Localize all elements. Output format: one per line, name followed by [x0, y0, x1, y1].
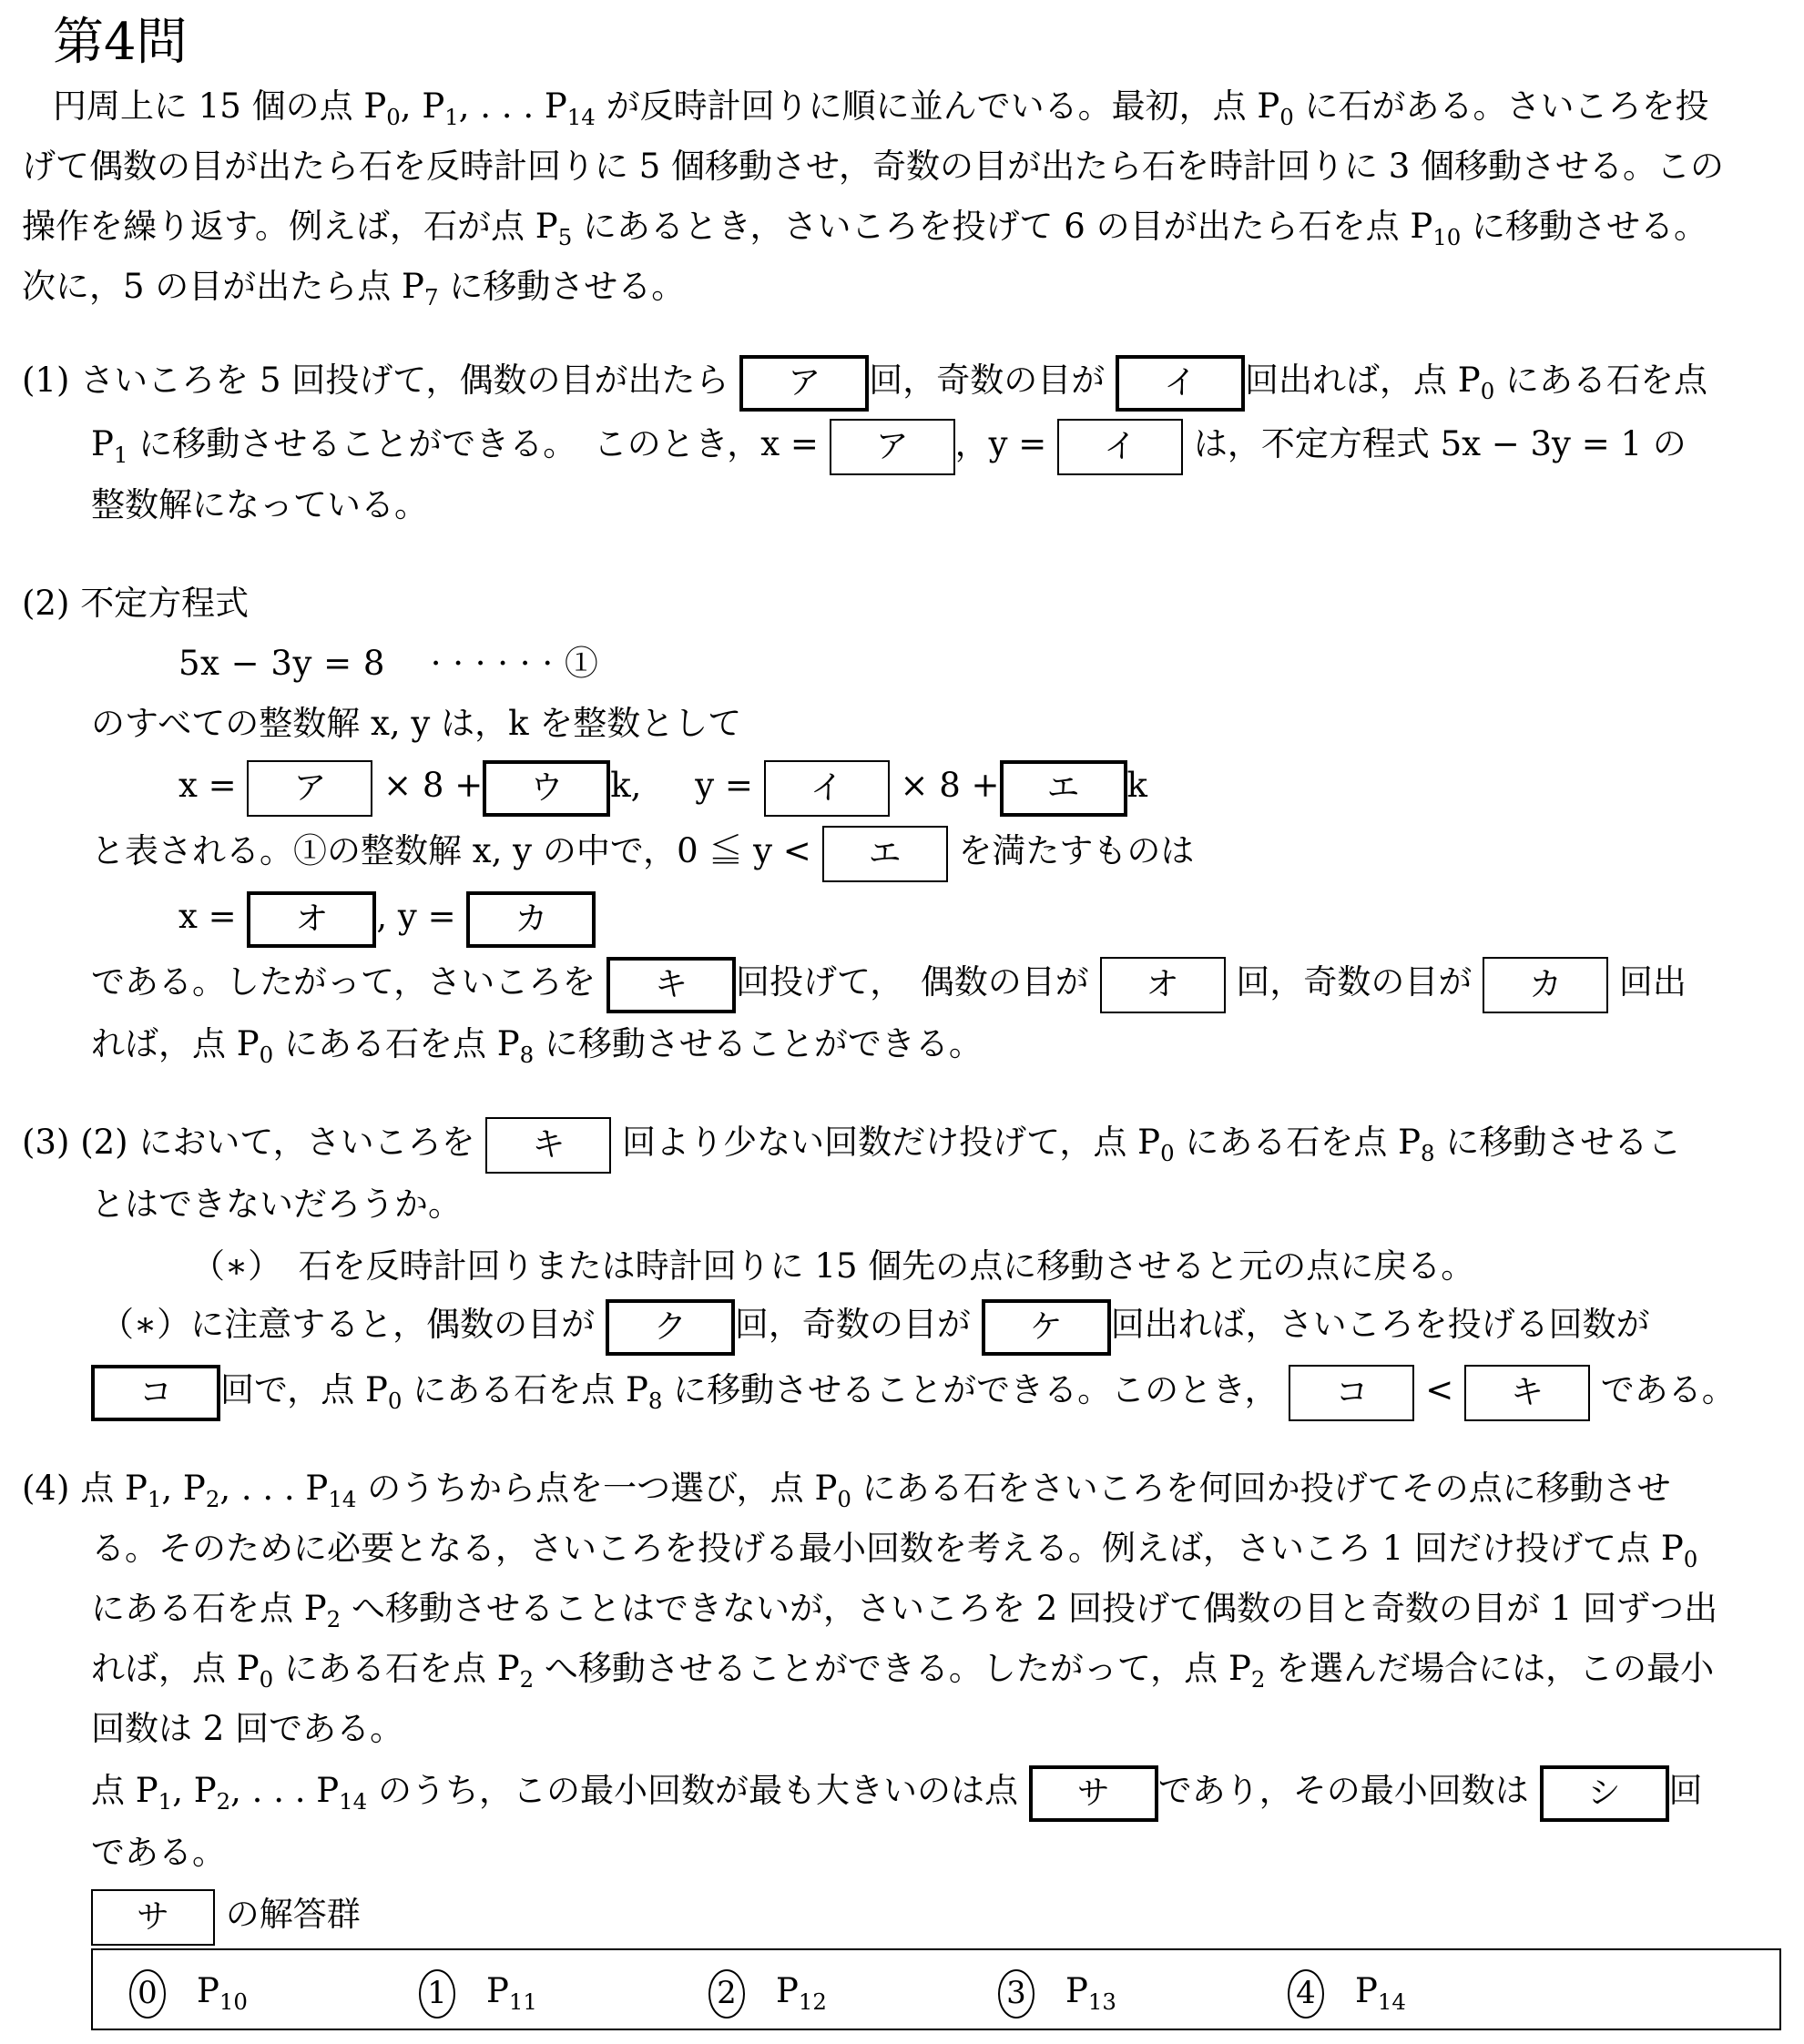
q1-line-2: $P_1$ に移動させることができる。 このとき，x = ア ，y = イ は，不定方程式 5x − 3y = 1 の	[91, 414, 1687, 474]
choice-1[interactable]: 1 $P_{11}$	[419, 1963, 537, 2019]
q2-line-7: である。したがって，さいころを キ 回投げて， 偶数の目が オ 回，奇数の目が カ 回出	[91, 952, 1687, 1012]
q4-line-5: 回数は 2 回である。	[91, 1709, 404, 1748]
intro-line-3: 操作を繰り返す。例えば，石が点 $P_5$ にあるとき，さいころを投げて 6 の目が出たら石を点 $P_{10}$ に移動させる。	[22, 207, 1708, 250]
answer-box-sa-ref[interactable]: サ	[91, 1889, 215, 1946]
answer-box-a-ref-2[interactable]: ア	[247, 760, 372, 817]
answer-box-ko-ref[interactable]: コ	[1289, 1365, 1414, 1421]
answer-box-o[interactable]: オ	[247, 891, 376, 948]
intro-line-2: げて偶数の目が出たら石を反時計回りに 5 個移動させ，奇数の目が出たら石を時計回りに 3 個移動させる。この	[22, 147, 1725, 186]
q2-general-solution: x = ア × 8 + ウ k, y = イ × 8 + エ k	[178, 756, 1147, 816]
intro-line-1: 円周上に 15 個の点 $P_0$, $P_1$, . . . $P_{14}$ が反時計回りに順に並んでいる。最初，点 $P_0$ に石がある。さいころを投	[53, 86, 1709, 130]
choice-mark-1: 1	[419, 1969, 455, 2019]
answer-box-u[interactable]: ウ	[483, 760, 610, 817]
choice-3[interactable]: 3 $P_{13}$	[998, 1963, 1116, 2019]
answer-choices	[91, 1948, 1781, 2030]
intro-line-4: 次に，5 の目が出たら点 $P_7$ に移動させる。	[22, 267, 686, 310]
answer-box-o-ref[interactable]: オ	[1100, 957, 1226, 1013]
choice-mark-4: 4	[1288, 1969, 1324, 2019]
equation-1: 5x − 3y = 8 · · · · · · ①	[178, 644, 599, 683]
q2-line-1: (2) 不定方程式	[22, 584, 250, 623]
q3-note: （∗） 石を反時計回りまたは時計回りに 15 個先の点に移動させると元の点に戻る。	[191, 1246, 1475, 1286]
q2-number: (2)	[22, 584, 70, 623]
q2-line-3: のすべての整数解 x, y は，k を整数として	[91, 704, 742, 743]
q3-number: (3)	[22, 1123, 70, 1162]
choice-mark-0: 0	[129, 1969, 166, 2019]
choice-mark-2: 2	[708, 1969, 745, 2019]
q3-line-4: （∗）に注意すると，偶数の目が ク 回，奇数の目が ケ 回出れば，さいころを投げる回数が	[100, 1295, 1650, 1355]
q1-line-3: 整数解になっている。	[91, 485, 428, 524]
answer-box-sa[interactable]: サ	[1029, 1765, 1158, 1822]
q4-line-3: にある石を点 $P_2$ へ移動させることはできないが，さいころを 2 回投げて偶数の目と奇数の目が 1 回ずつ出	[91, 1589, 1718, 1632]
answer-box-ka[interactable]: カ	[466, 891, 596, 948]
answer-box-ki-ref-2[interactable]: キ	[1464, 1365, 1590, 1421]
choice-4[interactable]: 4 $P_{14}$	[1288, 1963, 1406, 2019]
answer-box-ku[interactable]: ク	[606, 1299, 735, 1356]
q4-line-2: る。そのために必要となる，さいころを投げる最小回数を考える。例えば，さいころ 1 回だけ投げて点 $P_0$	[91, 1529, 1698, 1572]
answer-box-e-ref[interactable]: エ	[822, 826, 948, 882]
answer-box-ki[interactable]: キ	[606, 957, 736, 1013]
answer-box-i-ref[interactable]: イ	[1057, 419, 1183, 475]
q2-particular-solution: x = オ , y = カ	[178, 887, 596, 947]
q4-line-4: れば，点 $P_0$ にある石を点 $P_2$ へ移動させることができる。したがって，点 $P_2$ を選んだ場合には，この最小	[91, 1649, 1715, 1693]
answer-box-ke[interactable]: ケ	[982, 1299, 1111, 1356]
answer-box-ko[interactable]: コ	[91, 1365, 220, 1421]
answer-box-ka-ref[interactable]: カ	[1483, 957, 1608, 1013]
q4-number: (4)	[22, 1469, 70, 1508]
q4-line-6: 点 $P_1$, $P_2$, . . . $P_{14}$ のうち，この最小回数が最も大きいのは点 サ であり，その最小回数は シ 回	[91, 1761, 1703, 1821]
answer-box-a[interactable]: ア	[739, 355, 869, 412]
q3-line-2: とはできないだろうか。	[91, 1185, 462, 1224]
answer-group-label: サ の解答群	[91, 1885, 361, 1945]
q4-line-1: (4) 点 $P_1$, $P_2$, . . . $P_{14}$ のうちから点を一つ選び，点 $P_0$ にある石をさいころを何回か投げてその点に移動させ	[22, 1469, 1671, 1512]
answer-box-e[interactable]: エ	[1000, 760, 1127, 817]
problem-title: 第4問	[53, 13, 188, 72]
answer-box-a-ref[interactable]: ア	[830, 419, 955, 475]
answer-box-shi[interactable]: シ	[1540, 1765, 1669, 1822]
answer-box-ki-ref[interactable]: キ	[485, 1117, 611, 1174]
q2-line-5: と表される。①の整数解 x, y の中で，0 ≦ y < エ を満たすものは	[91, 821, 1194, 881]
answer-box-i-ref-2[interactable]: イ	[764, 760, 890, 817]
q3-line-1: (3) (2) において，さいころを キ 回より少ない回数だけ投げて，点 $P_0$ にある石を点 $P_8$ に移動させるこ	[22, 1113, 1681, 1173]
answer-box-i[interactable]: イ	[1116, 355, 1245, 412]
choice-0[interactable]: 0 $P_{10}$	[129, 1963, 248, 2019]
q1-line-1: (1) さいころを 5 回投げて，偶数の目が出たら ア 回，奇数の目が イ 回出れば，点 $P_0$ にある石を点	[22, 351, 1707, 411]
choice-2[interactable]: 2 $P_{12}$	[708, 1963, 827, 2019]
choice-mark-3: 3	[998, 1969, 1034, 2019]
q4-line-7: である。	[91, 1833, 226, 1872]
q3-line-5: コ 回で，点 $P_0$ にある石を点 $P_8$ に移動させることができる。このとき， コ < キ である。	[91, 1360, 1736, 1420]
q2-line-8: れば，点 $P_0$ にある石を点 $P_8$ に移動させることができる。	[91, 1024, 983, 1068]
q1-number: (1)	[22, 361, 70, 400]
